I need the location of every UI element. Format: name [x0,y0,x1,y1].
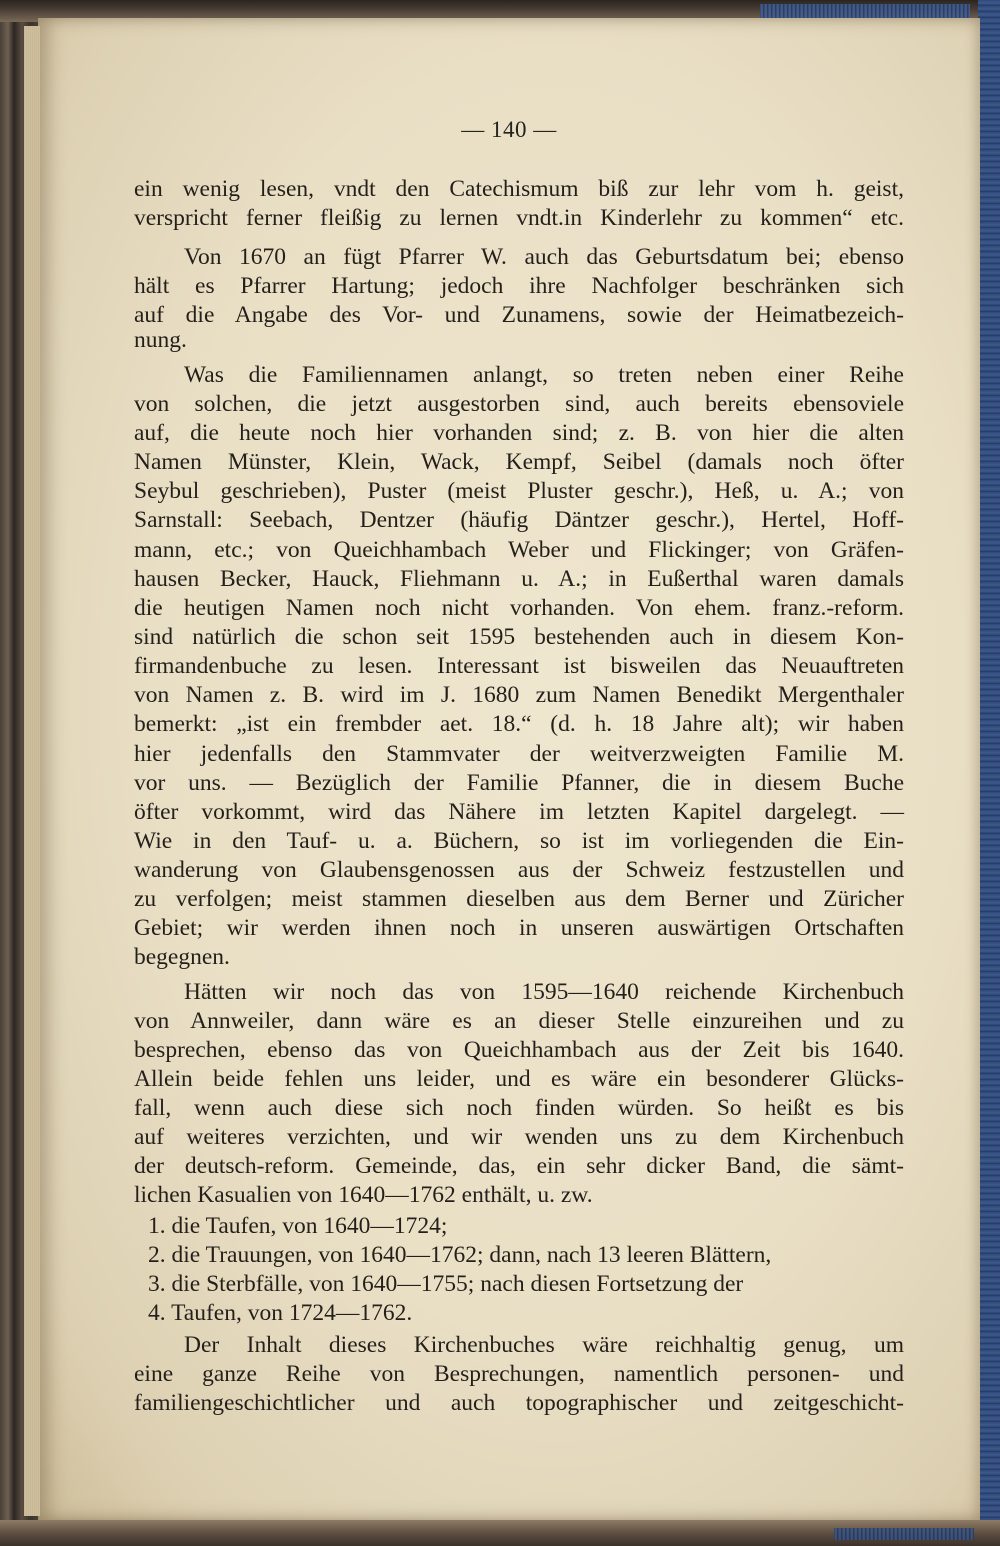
binding-ornament-bottom [834,1528,974,1540]
text-line: auf weiteres verzichten, und wir wenden uns zu dem Kirchenbuch [134,1124,904,1150]
text-line: hausen Becker, Hauck, Fliehmann u. A.; in Eußerthal waren damals [134,566,904,592]
text-line: mann, etc.; von Queichhambach Weber und Flickinger; von Gräfen- [134,537,904,563]
text-line: Sarnstall: Seebach, Dentzer (häufig Däntzer geschr.), Hertel, Hoff- [134,507,904,533]
page-number: — 140 — [461,117,557,142]
text-line: auf, die heute noch hier vorhanden sind; z. B. von hier die alten [134,420,904,446]
text-line: Allein beide fehlen uns leider, und es wäre ein besonderer Glücks- [134,1066,904,1092]
text-line: bemerkt: „ist ein frembder aet. 18.“ (d. h. 18 Jahre alt); wir haben [134,711,904,737]
text-line: hier jedenfalls den Stammvater der weitverzweigten Familie M. [134,741,904,767]
list-item: 4. Taufen, von 1724—1762. [148,1300,413,1326]
page-sheet [38,18,980,1520]
book-binding-strip [978,0,1000,1546]
text-line: vor uns. — Bezüglich der Familie Pfanner, die in diesem Buche [134,770,904,796]
text-line: wanderung von Glaubensgenossen aus der Schweiz festzustellen und [134,857,904,883]
page-stack-edge [24,26,40,1516]
text-line: hält es Pfarrer Hartung; jedoch ihre Nachfolger beschränken sich [134,273,904,299]
list-item: 2. die Trauungen, von 1640—1762; dann, nach 13 leeren Blättern, [148,1242,772,1268]
text-line: ein wenig lesen, vndt den Catechismum biß zur lehr vom h. geist, [134,176,904,202]
text-line: der deutsch-reform. Gemeinde, das, ein sehr dicker Band, die sämt- [134,1153,904,1179]
text-line: Was die Familiennamen anlangt, so treten neben einer Reihe [184,362,904,388]
list-item: 1. die Taufen, von 1640—1724; [148,1213,448,1239]
binding-ornament-top [760,4,970,18]
text-line: öfter vorkommt, wird das Nähere im letzten Kapitel dargelegt. — [134,799,904,825]
text-line: Seybul geschrieben), Puster (meist Pluster geschr.), Heß, u. A.; von [134,478,904,504]
text-line: Der Inhalt dieses Kirchenbuches wäre reichhaltig genug, um [184,1332,904,1358]
text-line: nung. [134,327,187,353]
text-line: firmandenbuche zu lesen. Interessant ist bisweilen das Neuauftreten [134,653,904,679]
text-line: begegnen. [134,944,230,970]
text-line: verspricht ferner fleißig zu lernen vndt.in Kinderlehr zu kommen“ etc. [134,205,904,231]
text-line: lichen Kasualien von 1640—1762 enthält, u. zw. [134,1182,593,1208]
text-line: Von 1670 an fügt Pfarrer W. auch das Geburtsdatum bei; ebenso [184,244,904,270]
text-line: von Namen z. B. wird im J. 1680 zum Namen Benedikt Mergenthaler [134,682,904,708]
text-line: fall, wenn auch diese sich noch finden würden. So heißt es bis [134,1095,904,1121]
text-line: Hätten wir noch das von 1595—1640 reichende Kirchenbuch [184,979,904,1005]
text-line: auf die Angabe des Vor- und Zunamens, sowie der Heimatbezeich- [134,302,904,328]
text-line: zu verfolgen; meist stammen dieselben aus dem Berner und Züricher [134,886,904,912]
text-line: Gebiet; wir werden ihnen noch in unseren auswärtigen Ortschaften [134,915,904,941]
text-line: sind natürlich die schon seit 1595 bestehenden auch in diesem Kon- [134,624,904,650]
text-line: Namen Münster, Klein, Wack, Kempf, Seibel (damals noch öfter [134,449,904,475]
text-line: besprechen, ebenso das von Queichhambach aus der Zeit bis 1640. [134,1037,904,1063]
list-item: 3. die Sterbfälle, von 1640—1755; nach diesen Fortsetzung der [148,1271,744,1297]
text-line: von solchen, die jetzt ausgestorben sind, auch bereits ebensoviele [134,391,904,417]
text-line: Wie in den Tauf- u. a. Büchern, so ist im vorliegenden die Ein- [134,828,904,854]
text-line: die heutigen Namen noch nicht vorhanden. Von ehem. franz.-reform. [134,595,904,621]
text-line: eine ganze Reihe von Besprechungen, namentlich personen- und [134,1361,904,1387]
text-line: von Annweiler, dann wäre es an dieser Stelle einzureihen und zu [134,1008,904,1034]
text-line: familiengeschichtlicher und auch topographischer und zeitgeschicht- [134,1390,904,1416]
